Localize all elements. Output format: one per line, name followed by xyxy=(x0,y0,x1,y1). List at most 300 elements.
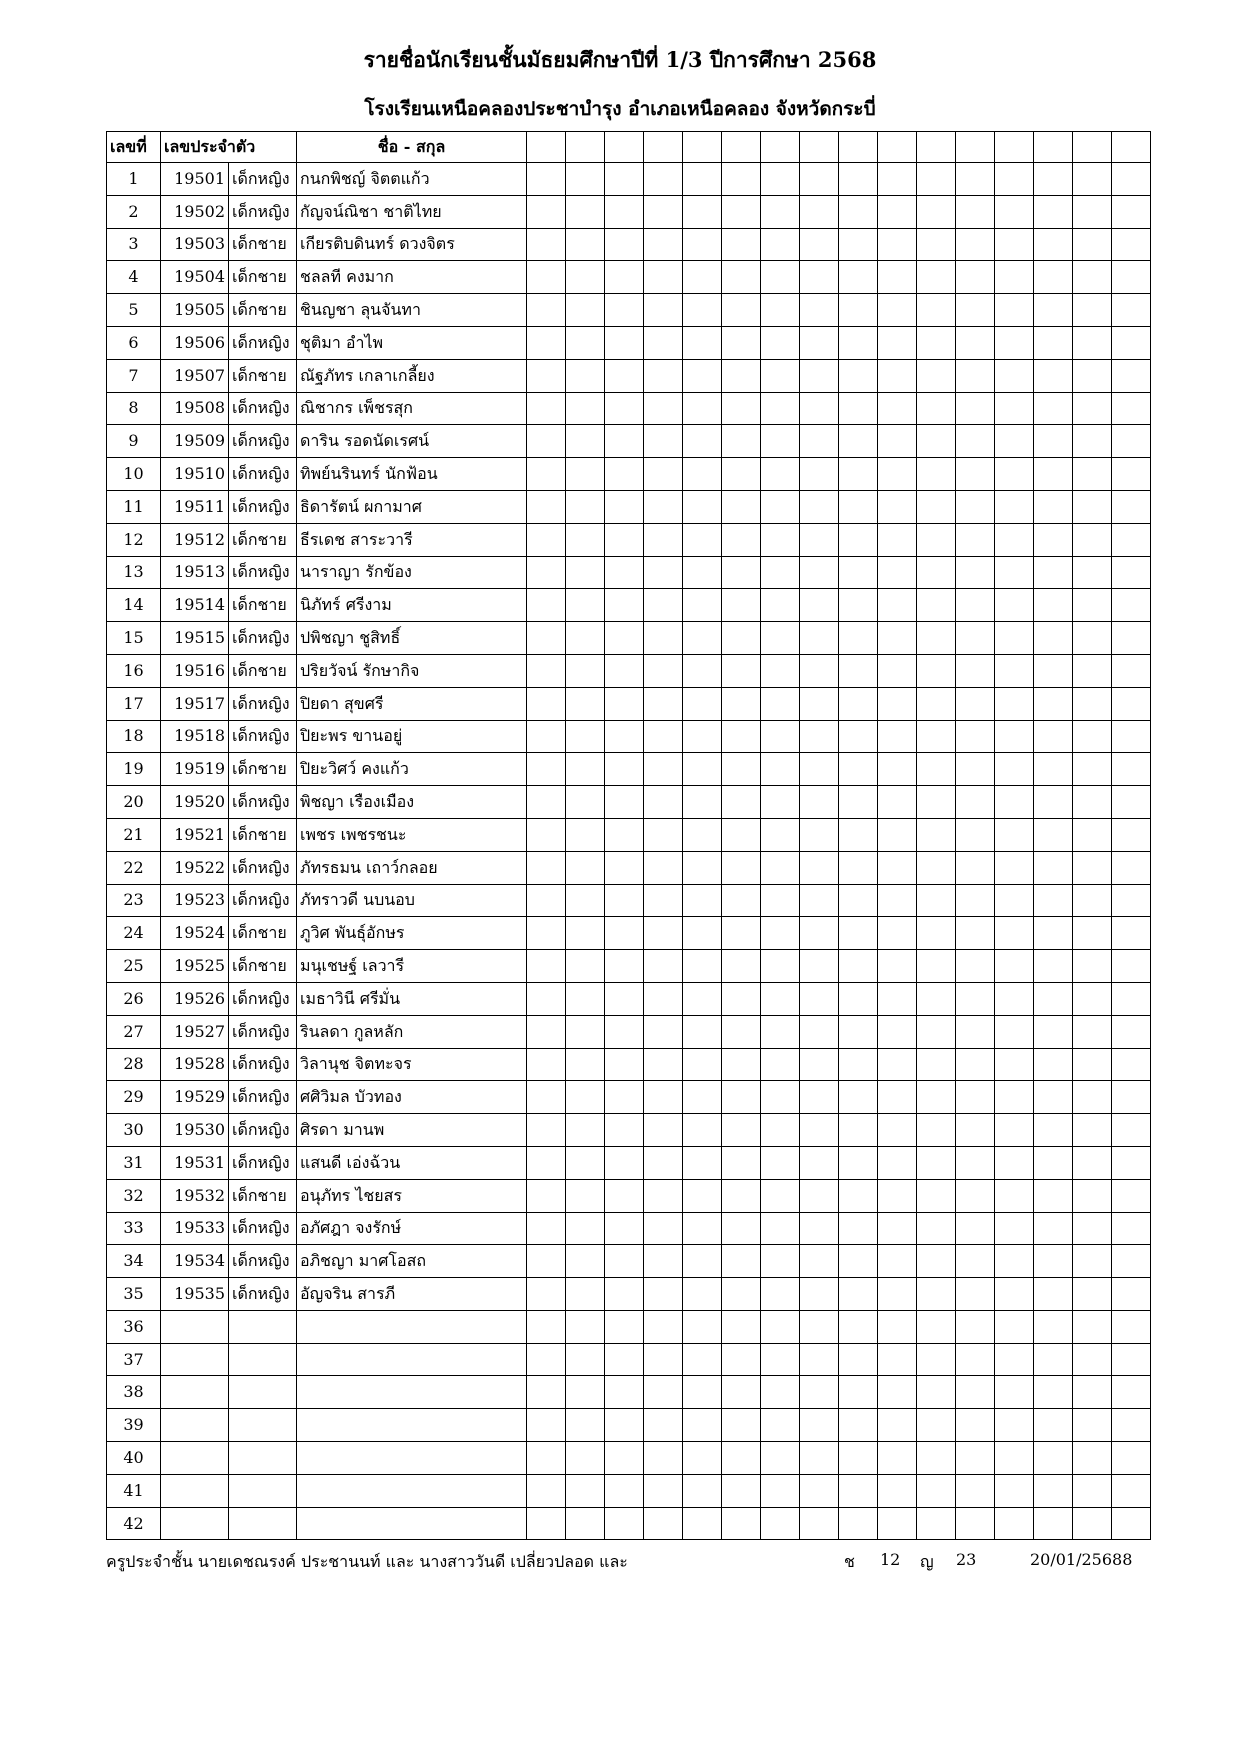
check-cell xyxy=(1073,1048,1112,1081)
check-cell xyxy=(839,950,878,983)
check-cell xyxy=(1073,654,1112,687)
check-cell xyxy=(566,1212,605,1245)
check-cell xyxy=(1112,1474,1151,1507)
check-cell xyxy=(722,1081,761,1114)
check-cell xyxy=(1034,490,1073,523)
check-cell xyxy=(956,818,995,851)
table-row xyxy=(107,1245,1151,1278)
student-prefix: เด็กหญิง xyxy=(229,851,297,884)
check-cell xyxy=(683,1442,722,1475)
student-no: 27 xyxy=(107,1015,161,1048)
student-prefix: เด็กหญิง xyxy=(229,720,297,753)
check-cell xyxy=(878,195,917,228)
check-cell xyxy=(956,261,995,294)
check-cell xyxy=(956,1048,995,1081)
check-cell xyxy=(722,294,761,327)
check-column-header xyxy=(1034,132,1073,163)
check-cell xyxy=(722,261,761,294)
check-cell xyxy=(839,720,878,753)
student-prefix xyxy=(229,1310,297,1343)
check-cell xyxy=(995,1310,1034,1343)
student-id xyxy=(161,1310,229,1343)
check-cell xyxy=(644,556,683,589)
check-cell xyxy=(683,753,722,786)
student-name: ชุติมา อำไพ xyxy=(297,326,527,359)
check-cell xyxy=(878,786,917,819)
check-cell xyxy=(995,523,1034,556)
check-cell xyxy=(644,1278,683,1311)
table-row xyxy=(107,425,1151,458)
check-cell xyxy=(995,622,1034,655)
check-cell xyxy=(995,392,1034,425)
check-cell xyxy=(722,950,761,983)
table-row xyxy=(107,950,1151,983)
check-cell xyxy=(800,294,839,327)
check-cell xyxy=(1034,884,1073,917)
check-cell xyxy=(1073,1015,1112,1048)
check-cell xyxy=(1034,1442,1073,1475)
check-cell xyxy=(1112,1114,1151,1147)
check-cell xyxy=(527,326,566,359)
check-cell xyxy=(1112,884,1151,917)
check-cell xyxy=(605,326,644,359)
check-cell xyxy=(839,589,878,622)
check-cell xyxy=(722,818,761,851)
table-row xyxy=(107,1409,1151,1442)
check-cell xyxy=(839,851,878,884)
student-name xyxy=(297,1442,527,1475)
student-no: 25 xyxy=(107,950,161,983)
student-name: เพชร เพชรชนะ xyxy=(297,818,527,851)
check-cell xyxy=(1034,1507,1073,1540)
check-cell xyxy=(1073,163,1112,196)
check-cell xyxy=(1112,1442,1151,1475)
check-cell xyxy=(956,1278,995,1311)
check-cell xyxy=(1112,1015,1151,1048)
check-cell xyxy=(839,392,878,425)
check-cell xyxy=(527,490,566,523)
check-cell xyxy=(683,523,722,556)
check-cell xyxy=(644,786,683,819)
check-cell xyxy=(722,458,761,491)
check-cell xyxy=(605,556,644,589)
check-cell xyxy=(1112,917,1151,950)
check-cell xyxy=(644,1015,683,1048)
check-cell xyxy=(1034,654,1073,687)
student-prefix: เด็กหญิง xyxy=(229,425,297,458)
check-cell xyxy=(722,1409,761,1442)
check-cell xyxy=(1112,950,1151,983)
check-cell xyxy=(761,1278,800,1311)
check-cell xyxy=(722,753,761,786)
check-cell xyxy=(878,851,917,884)
check-cell xyxy=(1073,1081,1112,1114)
check-cell xyxy=(839,425,878,458)
check-cell xyxy=(1034,917,1073,950)
check-cell xyxy=(800,687,839,720)
check-cell xyxy=(839,1507,878,1540)
check-cell xyxy=(566,556,605,589)
check-cell xyxy=(956,228,995,261)
check-cell xyxy=(878,950,917,983)
student-id: 19523 xyxy=(161,884,229,917)
check-cell xyxy=(1112,163,1151,196)
check-cell xyxy=(1112,1343,1151,1376)
student-no: 10 xyxy=(107,458,161,491)
print-date: 20/01/25688 xyxy=(1030,1550,1133,1569)
check-cell xyxy=(1112,523,1151,556)
check-cell xyxy=(761,523,800,556)
table-row xyxy=(107,1146,1151,1179)
check-cell xyxy=(683,359,722,392)
check-cell xyxy=(917,1507,956,1540)
check-cell xyxy=(683,589,722,622)
check-column-header xyxy=(683,132,722,163)
check-cell xyxy=(566,622,605,655)
check-cell xyxy=(605,950,644,983)
check-cell xyxy=(800,884,839,917)
check-cell xyxy=(995,1048,1034,1081)
check-cell xyxy=(644,195,683,228)
check-cell xyxy=(878,1114,917,1147)
check-cell xyxy=(722,1179,761,1212)
check-cell xyxy=(527,1015,566,1048)
student-id: 19501 xyxy=(161,163,229,196)
check-cell xyxy=(995,1507,1034,1540)
table-row xyxy=(107,786,1151,819)
check-cell xyxy=(1034,359,1073,392)
check-cell xyxy=(1112,425,1151,458)
check-cell xyxy=(644,1245,683,1278)
check-cell xyxy=(956,1310,995,1343)
check-cell xyxy=(527,1409,566,1442)
check-cell xyxy=(1073,687,1112,720)
check-cell xyxy=(1112,556,1151,589)
check-column-header xyxy=(878,132,917,163)
check-cell xyxy=(995,1114,1034,1147)
check-cell xyxy=(566,1146,605,1179)
check-column-header xyxy=(1073,132,1112,163)
check-cell xyxy=(956,326,995,359)
check-cell xyxy=(917,720,956,753)
check-cell xyxy=(683,1114,722,1147)
student-no: 35 xyxy=(107,1278,161,1311)
check-cell xyxy=(839,687,878,720)
check-cell xyxy=(800,1015,839,1048)
student-name: ธิดารัตน์ ผกามาศ xyxy=(297,490,527,523)
check-cell xyxy=(605,425,644,458)
check-cell xyxy=(683,261,722,294)
check-cell xyxy=(566,490,605,523)
check-cell xyxy=(917,753,956,786)
check-cell xyxy=(1073,359,1112,392)
check-cell xyxy=(1073,1409,1112,1442)
check-cell xyxy=(605,1048,644,1081)
check-cell xyxy=(566,687,605,720)
check-cell xyxy=(917,950,956,983)
table-row xyxy=(107,687,1151,720)
student-no: 31 xyxy=(107,1146,161,1179)
check-cell xyxy=(917,195,956,228)
student-no: 38 xyxy=(107,1376,161,1409)
check-cell xyxy=(917,1048,956,1081)
check-cell xyxy=(839,786,878,819)
student-id xyxy=(161,1376,229,1409)
check-cell xyxy=(644,1343,683,1376)
check-cell xyxy=(683,982,722,1015)
check-cell xyxy=(917,687,956,720)
check-cell xyxy=(683,851,722,884)
check-cell xyxy=(527,523,566,556)
check-cell xyxy=(800,425,839,458)
check-cell xyxy=(1034,622,1073,655)
table-row xyxy=(107,1376,1151,1409)
check-cell xyxy=(527,818,566,851)
check-cell xyxy=(995,163,1034,196)
student-id: 19522 xyxy=(161,851,229,884)
check-cell xyxy=(995,1442,1034,1475)
check-cell xyxy=(761,1179,800,1212)
check-cell xyxy=(995,950,1034,983)
check-cell xyxy=(995,720,1034,753)
check-cell xyxy=(1073,1310,1112,1343)
footer xyxy=(106,1550,1150,1574)
check-cell xyxy=(1034,392,1073,425)
check-cell xyxy=(839,1015,878,1048)
check-cell xyxy=(605,818,644,851)
check-cell xyxy=(644,1409,683,1442)
student-name: ชลลที คงมาก xyxy=(297,261,527,294)
check-cell xyxy=(839,294,878,327)
check-cell xyxy=(1034,851,1073,884)
table-row xyxy=(107,917,1151,950)
check-cell xyxy=(956,917,995,950)
check-cell xyxy=(683,950,722,983)
check-cell xyxy=(566,1310,605,1343)
check-cell xyxy=(761,687,800,720)
check-cell xyxy=(917,622,956,655)
check-cell xyxy=(527,1278,566,1311)
check-cell xyxy=(839,1474,878,1507)
student-id: 19502 xyxy=(161,195,229,228)
check-cell xyxy=(605,687,644,720)
check-cell xyxy=(683,458,722,491)
check-cell xyxy=(722,1442,761,1475)
check-cell xyxy=(995,1278,1034,1311)
check-cell xyxy=(1112,622,1151,655)
check-cell xyxy=(917,228,956,261)
check-cell xyxy=(878,556,917,589)
check-cell xyxy=(995,654,1034,687)
check-cell xyxy=(917,1278,956,1311)
check-cell xyxy=(1073,228,1112,261)
check-cell xyxy=(1034,261,1073,294)
check-cell xyxy=(566,720,605,753)
check-cell xyxy=(722,1507,761,1540)
check-cell xyxy=(956,720,995,753)
check-cell xyxy=(605,786,644,819)
student-no: 32 xyxy=(107,1179,161,1212)
check-cell xyxy=(644,1048,683,1081)
check-cell xyxy=(761,1376,800,1409)
student-id: 19511 xyxy=(161,490,229,523)
check-cell xyxy=(1073,589,1112,622)
check-cell xyxy=(995,818,1034,851)
student-prefix: เด็กชาย xyxy=(229,589,297,622)
check-cell xyxy=(644,392,683,425)
student-no: 39 xyxy=(107,1409,161,1442)
check-cell xyxy=(878,1507,917,1540)
check-cell xyxy=(995,556,1034,589)
student-name xyxy=(297,1376,527,1409)
check-cell xyxy=(917,818,956,851)
check-cell xyxy=(995,1409,1034,1442)
check-column-header xyxy=(995,132,1034,163)
check-cell xyxy=(917,425,956,458)
check-cell xyxy=(800,556,839,589)
check-cell xyxy=(1034,1376,1073,1409)
check-cell xyxy=(605,1278,644,1311)
check-cell xyxy=(995,786,1034,819)
check-cell xyxy=(605,1376,644,1409)
header-student-id: เลขประจำตัว xyxy=(161,132,297,163)
check-cell xyxy=(566,228,605,261)
table-row xyxy=(107,556,1151,589)
check-cell xyxy=(1112,1179,1151,1212)
check-cell xyxy=(761,1015,800,1048)
check-cell xyxy=(956,1343,995,1376)
check-cell xyxy=(995,884,1034,917)
table-row xyxy=(107,1507,1151,1540)
check-cell xyxy=(761,425,800,458)
student-no: 29 xyxy=(107,1081,161,1114)
check-cell xyxy=(1034,523,1073,556)
check-cell xyxy=(956,884,995,917)
student-no: 6 xyxy=(107,326,161,359)
check-cell xyxy=(917,589,956,622)
female-label: ญ xyxy=(920,1552,934,1571)
check-cell xyxy=(722,982,761,1015)
check-cell xyxy=(839,982,878,1015)
check-cell xyxy=(995,1376,1034,1409)
student-no: 15 xyxy=(107,622,161,655)
check-cell xyxy=(1112,1081,1151,1114)
check-cell xyxy=(917,556,956,589)
check-cell xyxy=(566,884,605,917)
check-column-header xyxy=(761,132,800,163)
check-cell xyxy=(1073,523,1112,556)
check-cell xyxy=(956,195,995,228)
student-name: พิชญา เรืองเมือง xyxy=(297,786,527,819)
student-no: 22 xyxy=(107,851,161,884)
check-cell xyxy=(1073,818,1112,851)
check-cell xyxy=(644,163,683,196)
table-row xyxy=(107,818,1151,851)
check-cell xyxy=(1073,425,1112,458)
check-cell xyxy=(800,589,839,622)
check-cell xyxy=(1073,917,1112,950)
check-cell xyxy=(878,326,917,359)
check-cell xyxy=(527,786,566,819)
check-cell xyxy=(605,884,644,917)
check-cell xyxy=(878,359,917,392)
check-cell xyxy=(878,654,917,687)
check-cell xyxy=(956,687,995,720)
check-cell xyxy=(995,1245,1034,1278)
check-cell xyxy=(995,1146,1034,1179)
check-cell xyxy=(761,917,800,950)
check-cell xyxy=(761,622,800,655)
check-cell xyxy=(527,261,566,294)
check-cell xyxy=(1034,950,1073,983)
check-cell xyxy=(644,1081,683,1114)
check-cell xyxy=(878,490,917,523)
female-count: 23 xyxy=(956,1550,977,1569)
check-cell xyxy=(761,261,800,294)
check-cell xyxy=(605,1146,644,1179)
check-cell xyxy=(566,425,605,458)
check-cell xyxy=(1073,622,1112,655)
student-prefix xyxy=(229,1507,297,1540)
check-cell xyxy=(1112,851,1151,884)
check-cell xyxy=(644,359,683,392)
check-cell xyxy=(917,1245,956,1278)
check-cell xyxy=(1034,687,1073,720)
check-cell xyxy=(566,261,605,294)
check-cell xyxy=(917,1015,956,1048)
check-cell xyxy=(1112,1409,1151,1442)
check-cell xyxy=(683,556,722,589)
student-name: วิลานุช จิตทะจร xyxy=(297,1048,527,1081)
check-cell xyxy=(839,1442,878,1475)
check-cell xyxy=(1112,1048,1151,1081)
student-id: 19513 xyxy=(161,556,229,589)
check-cell xyxy=(800,1310,839,1343)
check-cell xyxy=(878,818,917,851)
check-cell xyxy=(722,1343,761,1376)
check-cell xyxy=(605,1310,644,1343)
student-prefix: เด็กชาย xyxy=(229,228,297,261)
check-cell xyxy=(761,753,800,786)
check-cell xyxy=(644,1212,683,1245)
check-cell xyxy=(722,1015,761,1048)
check-cell xyxy=(995,294,1034,327)
check-cell xyxy=(527,1146,566,1179)
check-cell xyxy=(566,1278,605,1311)
check-cell xyxy=(1034,425,1073,458)
check-cell xyxy=(1073,1114,1112,1147)
check-cell xyxy=(995,589,1034,622)
check-cell xyxy=(839,1343,878,1376)
student-name: เมธาวินี ศรีมั่น xyxy=(297,982,527,1015)
check-cell xyxy=(566,523,605,556)
student-id: 19520 xyxy=(161,786,229,819)
check-cell xyxy=(878,228,917,261)
check-cell xyxy=(1034,818,1073,851)
check-cell xyxy=(566,1081,605,1114)
check-cell xyxy=(1073,786,1112,819)
table-header-row xyxy=(107,132,1151,163)
student-id xyxy=(161,1343,229,1376)
check-cell xyxy=(605,589,644,622)
student-id: 19519 xyxy=(161,753,229,786)
check-cell xyxy=(1112,1278,1151,1311)
check-cell xyxy=(1112,1212,1151,1245)
student-name: อนุภัทร ไชยสร xyxy=(297,1179,527,1212)
check-cell xyxy=(839,917,878,950)
student-id: 19534 xyxy=(161,1245,229,1278)
check-cell xyxy=(683,1343,722,1376)
